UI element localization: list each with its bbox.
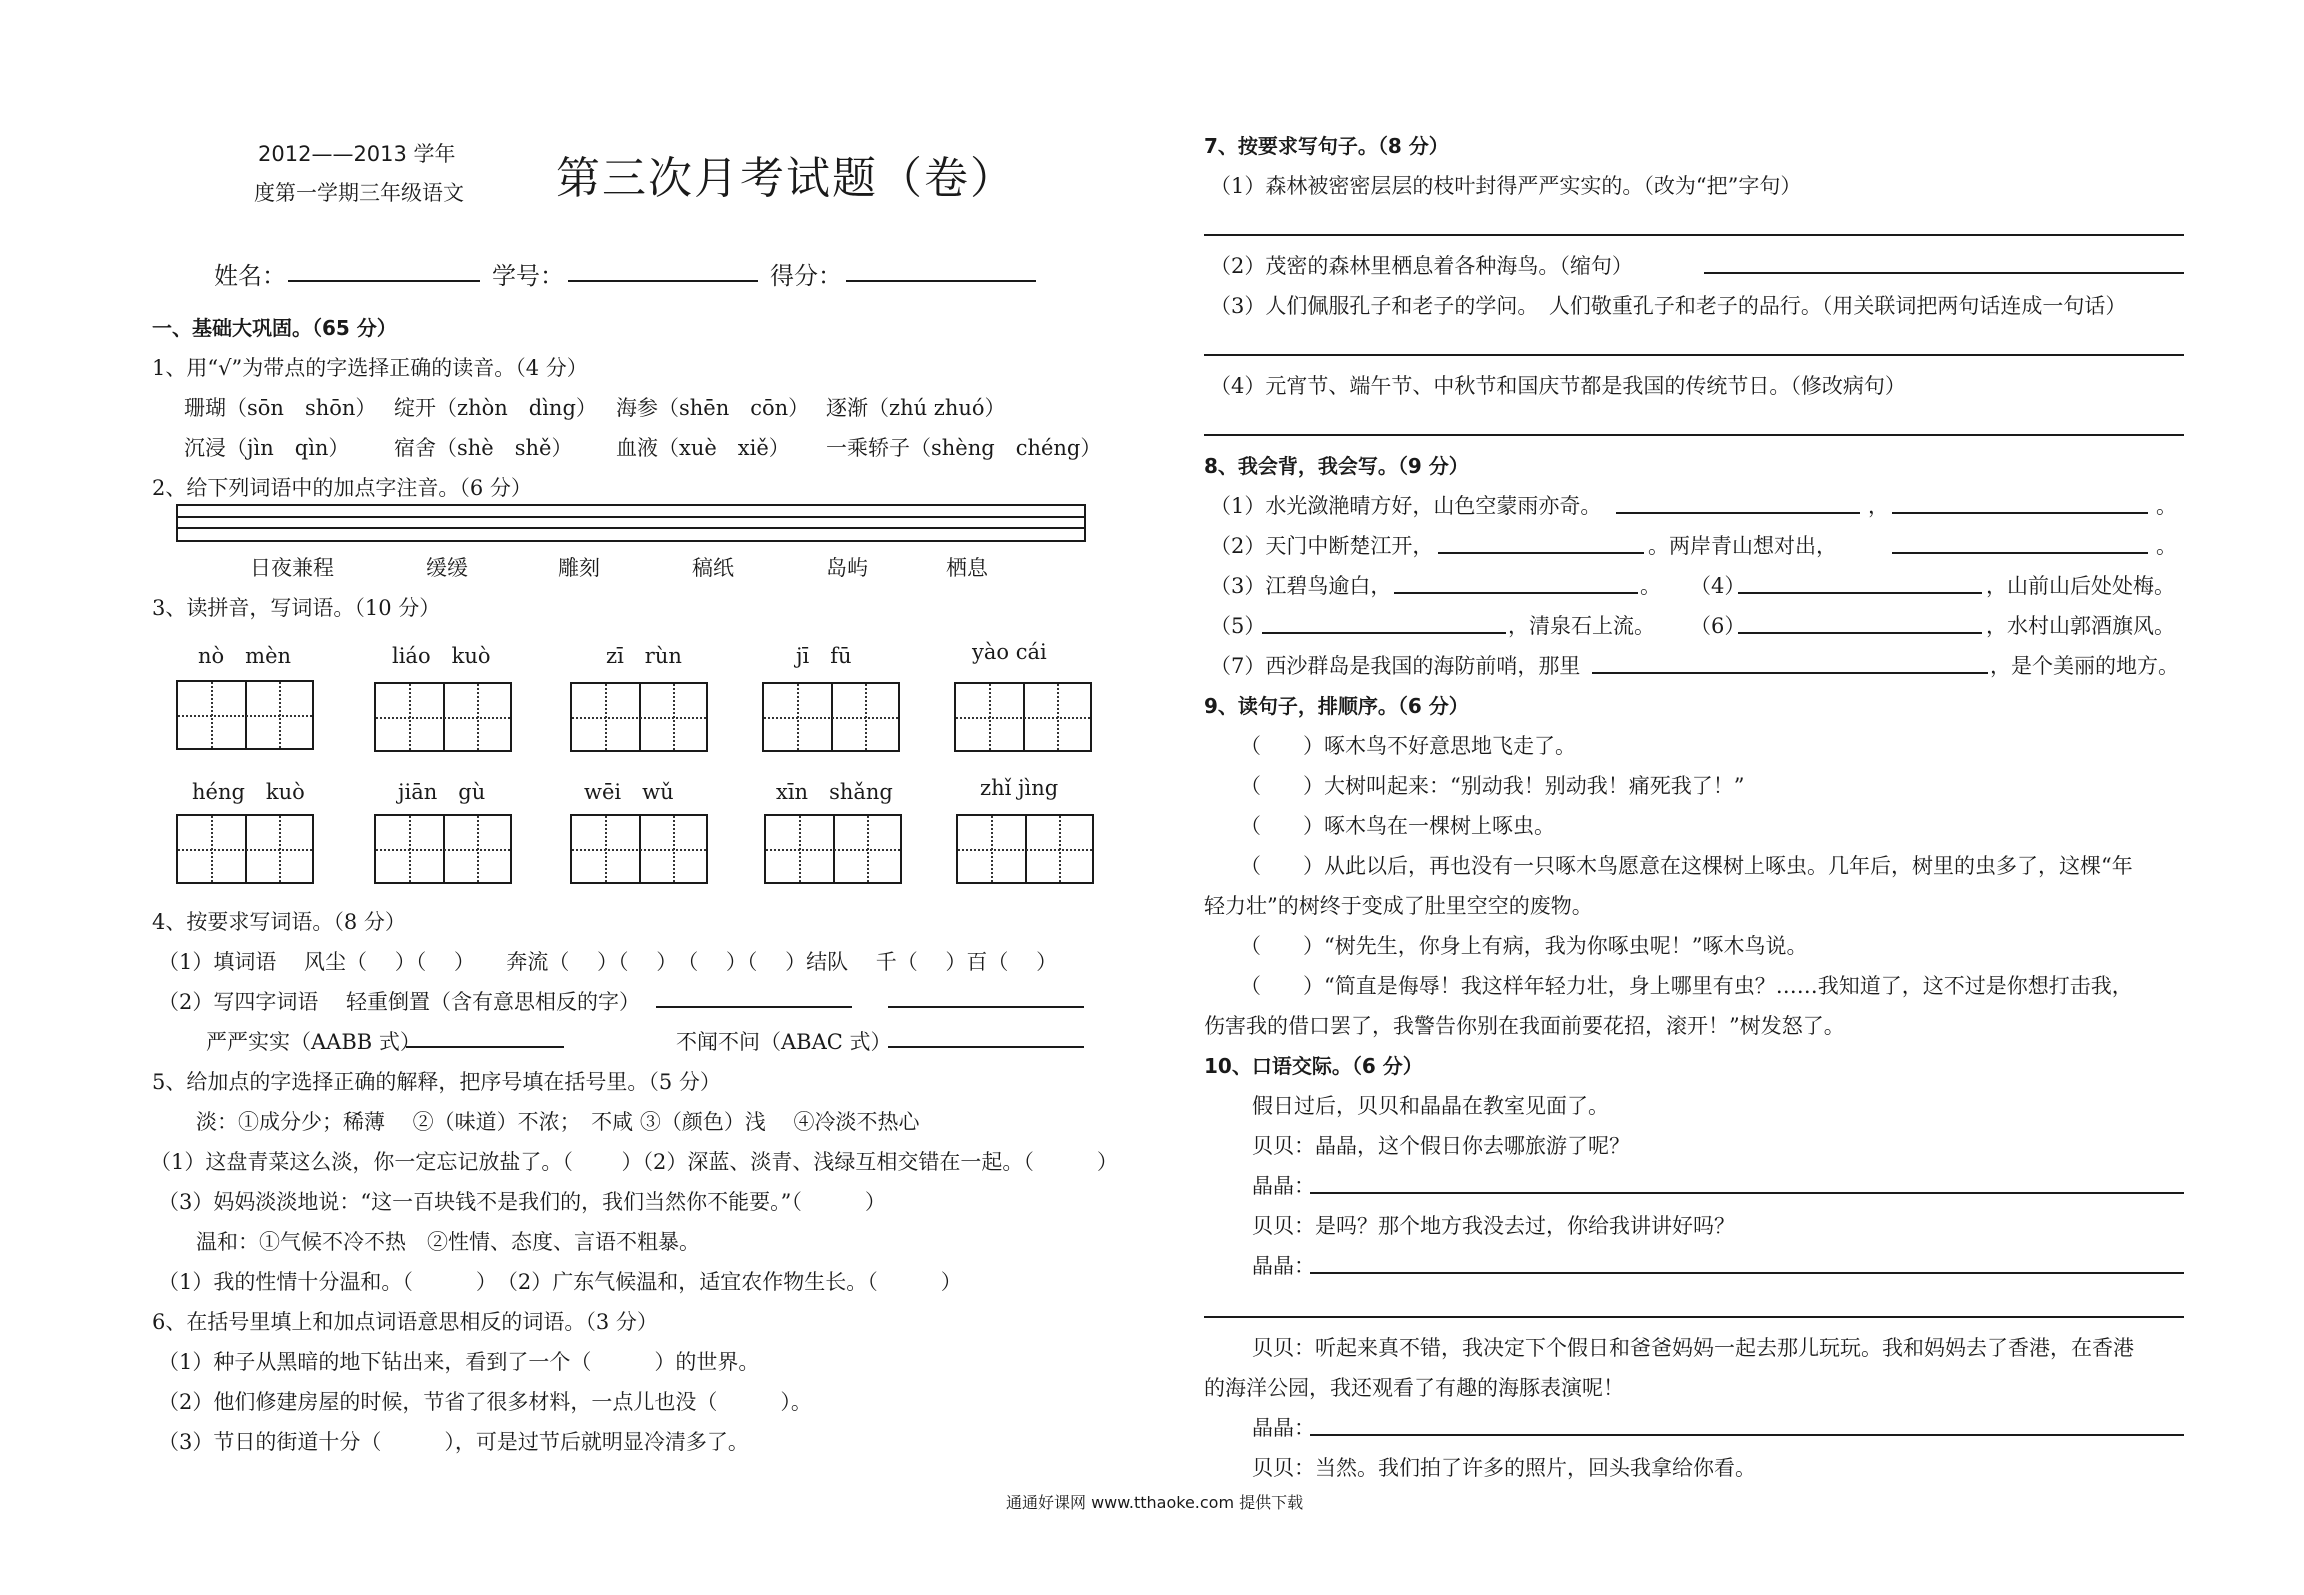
q7-line-2: （2）茂密的森林里栖息着各种海鸟。（缩句） <box>1210 254 1633 278</box>
q5-line-4: 温和：①气候不冷不热 ②性情、态度、言语不粗暴。 <box>196 1230 700 1254</box>
tianzige-box[interactable] <box>176 680 314 750</box>
tianzige-box[interactable] <box>570 814 708 884</box>
q8-line-1: （1）水光潋滟晴方好，山色空蒙雨亦奇。 <box>1210 494 1602 518</box>
q2-word: 雕刻 <box>558 556 600 580</box>
q1-item: 一乘轿子（shèng chéng） <box>826 436 1102 460</box>
q6-line-3: （3）节日的街道十分（ ），可是过节后就明显冷清多了。 <box>158 1430 749 1454</box>
q1-item: 海参（shēn cōn） <box>616 396 810 420</box>
q1-prompt: 1、用“√”为带点的字选择正确的读音。（4 分） <box>152 356 588 380</box>
tianzige-box[interactable] <box>764 814 902 884</box>
name-field[interactable] <box>288 280 480 282</box>
q8-blank[interactable] <box>1592 672 1988 674</box>
tianzige-box[interactable] <box>570 682 708 752</box>
q8-blank[interactable] <box>1892 552 2148 554</box>
tianzige-box[interactable] <box>374 682 512 752</box>
q5-prompt: 5、给加点的字选择正确的解释，把序号填在括号里。（5 分） <box>152 1070 721 1094</box>
page-title: 第三次月考试题（卷） <box>556 153 1016 204</box>
q9-item-cont: 伤害我的借口罢了，我警告你别在我面前要花招，滚开！”树发怒了。 <box>1204 1014 1845 1038</box>
q9-item: （ ）啄木鸟在一棵树上啄虫。 <box>1240 814 1555 838</box>
q3-prompt: 3、读拼音，写词语。（10 分） <box>152 596 441 620</box>
tianzige-box[interactable] <box>762 682 900 752</box>
q8-line-4d: ，水村山郭酒旗风。 <box>1986 614 2175 638</box>
q4-answer-line[interactable] <box>888 1006 1084 1008</box>
q8-line-5b: ，是个美丽的地方。 <box>1990 654 2179 678</box>
q3-pinyin: nò mèn <box>198 644 292 668</box>
q8-blank[interactable] <box>1738 592 1982 594</box>
q1-item: 珊瑚（sōn shōn） <box>184 396 377 420</box>
q10-line-2: 贝贝：晶晶，这个假日你去哪旅游了呢？ <box>1252 1134 1630 1158</box>
q8-blank[interactable] <box>1738 632 1982 634</box>
q10-answer-line[interactable] <box>1310 1192 2184 1194</box>
q7-answer-line[interactable] <box>1204 234 2184 236</box>
q7-answer-line[interactable] <box>1704 272 2184 274</box>
q4-prompt: 4、按要求写词语。（8 分） <box>152 910 406 934</box>
q7-answer-line[interactable] <box>1204 354 2184 356</box>
q5-line-2: （1）这盘青菜这么淡，你一定忘记放盐了。（ ）（2）深蓝、淡青、浅绿互相交错在一起。（ ） <box>150 1150 1118 1174</box>
q1-item: 绽开（zhòn dìng） <box>394 396 597 420</box>
q7-line-3: （3）人们佩服孔子和老子的学问。 人们敬重孔子和老子的品行。（用关联词把两句话连成一句话） <box>1210 294 2127 318</box>
score-field[interactable] <box>846 280 1036 282</box>
q10-answer-line[interactable] <box>1310 1434 2184 1436</box>
q5-line-3: （3）妈妈淡淡地说：“这一百块钱不是我们的，我们当然你不能要。”（ ） <box>158 1190 886 1214</box>
q3-pinyin: liáo kuò <box>392 644 491 668</box>
q9-item: （ ）从此以后，再也没有一只啄木鸟愿意在这棵树上啄虫。几年后，树里的虫多了，这棵“年 <box>1240 854 2133 878</box>
q10-jingjing-label: 晶晶： <box>1252 1416 1315 1440</box>
q10-line-6: 贝贝：当然。我们拍了许多的照片，回头我拿给你看。 <box>1252 1456 1756 1480</box>
pinyin-writing-lines[interactable] <box>176 504 1086 542</box>
q1-item: 宿舍（shè shě） <box>394 436 573 460</box>
q10-answer-line[interactable] <box>1310 1272 2184 1274</box>
q5-line-5: （1）我的性情十分温和。（ ） （2）广东气候温和，适宜农作物生长。（ ） <box>158 1270 962 1294</box>
footer-source: 通通好课网 www.tthaoke.com 提供下载 <box>1006 1493 1304 1512</box>
q2-prompt: 2、给下列词语中的加点字注音。（6 分） <box>152 476 532 500</box>
tianzige-box[interactable] <box>956 814 1094 884</box>
q4-line-3b: 不闻不问（ABAC 式） <box>676 1030 892 1054</box>
q10-line-3: 贝贝：是吗？那个地方我没去过，你给我讲讲好吗？ <box>1252 1214 1735 1238</box>
q10-jingjing-label: 晶晶： <box>1252 1174 1315 1198</box>
tianzige-box[interactable] <box>176 814 314 884</box>
q6-prompt: 6、在括号里填上和加点词语意思相反的词语。（3 分） <box>152 1310 658 1334</box>
q3-pinyin: xīn shǎng <box>776 780 893 804</box>
q2-word: 岛屿 <box>826 556 868 580</box>
q8-line-3b: （4） <box>1690 574 1746 598</box>
student-id-field[interactable] <box>568 280 758 282</box>
q3-pinyin: jī fū <box>796 644 852 668</box>
id-label: 学号： <box>492 262 564 290</box>
q1-item: 血液（xuè xiě） <box>616 436 790 460</box>
q4-answer-line[interactable] <box>406 1046 564 1048</box>
q2-word: 缓缓 <box>426 556 468 580</box>
q8-line-3c: ，山前山后处处梅。 <box>1986 574 2175 598</box>
q10-prompt: 10、口语交际。（6 分） <box>1204 1054 1423 1078</box>
q3-pinyin: yào cái <box>972 640 1047 664</box>
q9-item: （ ）啄木鸟不好意思地飞走了。 <box>1240 734 1576 758</box>
q7-line-1: （1）森林被密密层层的枝叶封得严严实实的。（改为“把”字句） <box>1210 174 1802 198</box>
tianzige-box[interactable] <box>374 814 512 884</box>
q7-prompt: 7、按要求写句子。（8 分） <box>1204 134 1449 158</box>
q3-pinyin: jiān gù <box>398 780 486 804</box>
q2-word: 日夜兼程 <box>250 556 334 580</box>
q8-prompt: 8、我会背，我会写。（9 分） <box>1204 454 1469 478</box>
q3-pinyin: héng kuò <box>192 780 305 804</box>
q10-line-5: 的海洋公园，我还观看了有趣的海豚表演呢！ <box>1204 1376 1624 1400</box>
q2-word: 栖息 <box>946 556 988 580</box>
q4-answer-line[interactable] <box>888 1046 1084 1048</box>
q10-line-1: 假日过后，贝贝和晶晶在教室见面了。 <box>1252 1094 1609 1118</box>
q8-blank[interactable] <box>1616 512 1860 514</box>
q8-line-4a: （5） <box>1210 614 1266 638</box>
school-year: 2012——2013 学年 <box>258 142 456 166</box>
q10-answer-line[interactable] <box>1204 1316 2184 1318</box>
q3-pinyin: zhǐ jìng <box>980 776 1059 800</box>
q3-pinyin: zī rùn <box>606 644 682 668</box>
q9-prompt: 9、读句子，排顺序。（6 分） <box>1204 694 1469 718</box>
q7-line-4: （4）元宵节、端午节、中秋节和国庆节都是我国的传统节日。（修改病句） <box>1210 374 1906 398</box>
q8-blank[interactable] <box>1892 512 2148 514</box>
term-label: 度第一学期三年级语文 <box>254 181 464 205</box>
q8-line-4b: ，清泉石上流。 <box>1508 614 1655 638</box>
q2-word: 稿纸 <box>692 556 734 580</box>
q6-line-1: （1）种子从黑暗的地下钻出来，看到了一个（ ）的世界。 <box>158 1350 760 1374</box>
q9-item-cont: 轻力壮”的树终于变成了肚里空空的废物。 <box>1204 894 1593 918</box>
score-label: 得分： <box>770 262 842 290</box>
q8-line-2a: （2）天门中断楚江开， <box>1210 534 1434 558</box>
q4-line-1: （1）填词语 风尘（ ）（ ） 奔流（ ）（ ） （ ）（ ）结队 千（ ）百（ ） <box>158 950 1058 974</box>
q8-blank[interactable] <box>1394 592 1638 594</box>
q10-line-4: 贝贝：听起来真不错，我决定下个假日和爸爸妈妈一起去那儿玩玩。我和妈妈去了香港，在香港 <box>1252 1336 2134 1360</box>
q3-pinyin: wēi wǔ <box>584 780 674 804</box>
q8-line-2b: 。两岸青山想对出， <box>1648 534 1837 558</box>
q10-jingjing-label: 晶晶： <box>1252 1254 1315 1278</box>
q4-answer-line[interactable] <box>656 1006 852 1008</box>
q6-line-2: （2）他们修建房屋的时候，节省了很多材料，一点儿也没（ ）。 <box>158 1390 812 1414</box>
q7-answer-line[interactable] <box>1204 434 2184 436</box>
q1-item: 沉浸（jìn qìn） <box>184 436 350 460</box>
q4-line-3a: 严严实实（AABB 式） <box>206 1030 421 1054</box>
q5-line-1: 淡：①成分少；稀薄 ②（味道）不浓； 不咸 ③（颜色）浅 ④冷淡不热心 <box>196 1110 920 1134</box>
q9-item: （ ）“树先生，你身上有病，我为你啄虫呢！”啄木鸟说。 <box>1240 934 1808 958</box>
q8-blank[interactable] <box>1262 632 1506 634</box>
q9-item: （ ）“简直是侮辱！我这样年轻力壮，身上哪里有虫？……我知道了，这不过是你想打击我， <box>1240 974 2133 998</box>
q8-line-3a: （3）江碧鸟逾白， <box>1210 574 1392 598</box>
name-label: 姓名： <box>214 262 286 290</box>
q8-line-5a: （7）西沙群岛是我国的海防前哨，那里 <box>1210 654 1581 678</box>
q1-item: 逐渐（zhú zhuó） <box>826 396 1006 420</box>
q9-item: （ ）大树叫起来：“别动我！别动我！痛死我了！” <box>1240 774 1745 798</box>
q4-line-2: （2）写四字词语 轻重倒置（含有意思相反的字） <box>158 990 641 1014</box>
section-1-heading: 一、基础大巩固。（65 分） <box>152 316 397 340</box>
q8-blank[interactable] <box>1438 552 1644 554</box>
tianzige-box[interactable] <box>954 682 1092 752</box>
q8-line-4c: （6） <box>1690 614 1746 638</box>
